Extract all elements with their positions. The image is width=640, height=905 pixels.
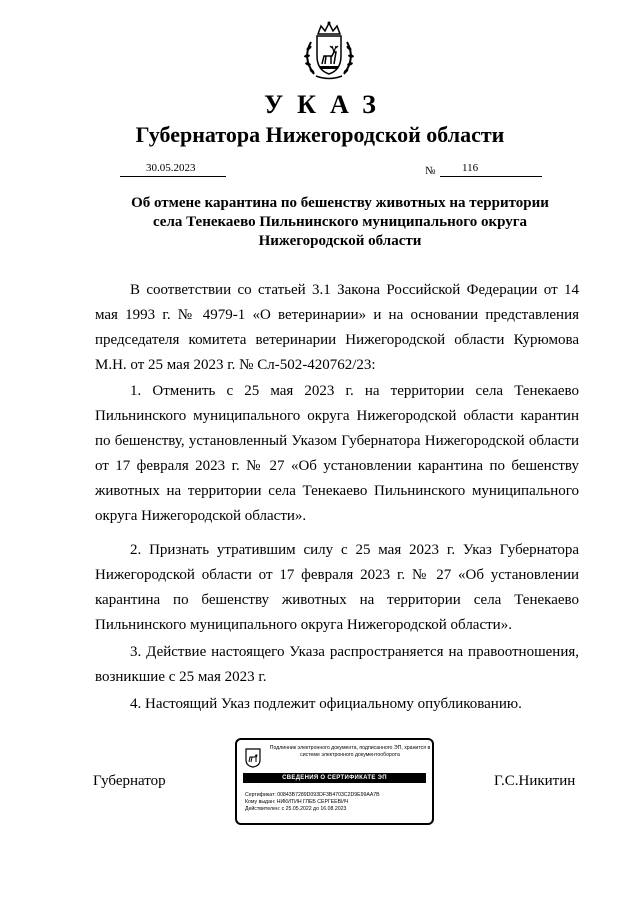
document-type: УКАЗ (264, 90, 390, 119)
number-underline (440, 162, 542, 177)
document-number: 116 (462, 162, 479, 174)
stamp-validity: Действителен: с 25.05.2022 до 16.08.2023 (245, 806, 347, 812)
stamp-owner: Кому выдан: НИКИТИН ГЛЕБ СЕРГЕЕВИЧ (245, 799, 349, 805)
title-line: Об отмене карантина по бешенству животных на территории (131, 195, 549, 211)
document-title (90, 194, 590, 251)
number-sign: № (425, 165, 436, 177)
stamp-certificate: Сертификат: 00843B7289D093DF3B4703C2D9E99AA7B (245, 792, 380, 798)
title-line: Нижегородской области (258, 233, 422, 249)
document-date: 30.05.2023 (146, 162, 196, 174)
signer-position: Губернатор (93, 773, 166, 789)
e-signature-stamp (235, 738, 434, 825)
issuer-title: Губернатора Нижегородской области (135, 122, 505, 147)
body-item-4: 4. Настоящий Указ подлежит официальному опубликованию. (130, 696, 522, 712)
signer-name: Г.С.Никитин (494, 773, 576, 789)
body-intro: В соответствии со статьей 3.1 Закона Российской Федерации от 14 мая 1993 г. № 4979-1 «О ветеринарии» и на основании представления председателя комитета ветеринарии Нижегородской области Курюмова М.Н. от 25 мая 2023 г. № Сл-502-420762/23: (95, 282, 579, 373)
stamp-header: СВЕДЕНИЯ О СЕРТИФИКАТЕ ЭП (243, 773, 426, 783)
body-item-2: 2. Признать утратившим силу с 25 мая 2023 г. Указ Губернатора Нижегородской области от 17 февраля 2023 г. № 27 «Об установлении карантина по бешенству животных на территории села Тенекаево Пильнинского муниципального округа Нижегородской области». (95, 542, 579, 633)
body-item-3: 3. Действие настоящего Указа распространяется на правоотношения, возникшие с 25 мая 2023 г. (95, 644, 579, 685)
body-item-1: 1. Отменить с 25 мая 2023 г. на территории села Тенекаево Пильнинского муниципального округа Нижегородской области карантин по бешенству, установленный Указом Губернатора Нижегородской области от 17 февраля 2023 г. № 27 «Об установлении карантина по бешенству животных на территории села Тенекаево Пильнинского муниципального округа Нижегородской области». (95, 383, 579, 524)
title-line: села Тенекаево Пильнинского муниципального округа (152, 214, 528, 230)
coat-of-arms-icon (298, 20, 360, 82)
stamp-note: Подлинник электронного документа, подписанного ЭП, хранится в системе электронного документооборота (269, 745, 431, 758)
coat-of-arms-icon (245, 748, 261, 768)
